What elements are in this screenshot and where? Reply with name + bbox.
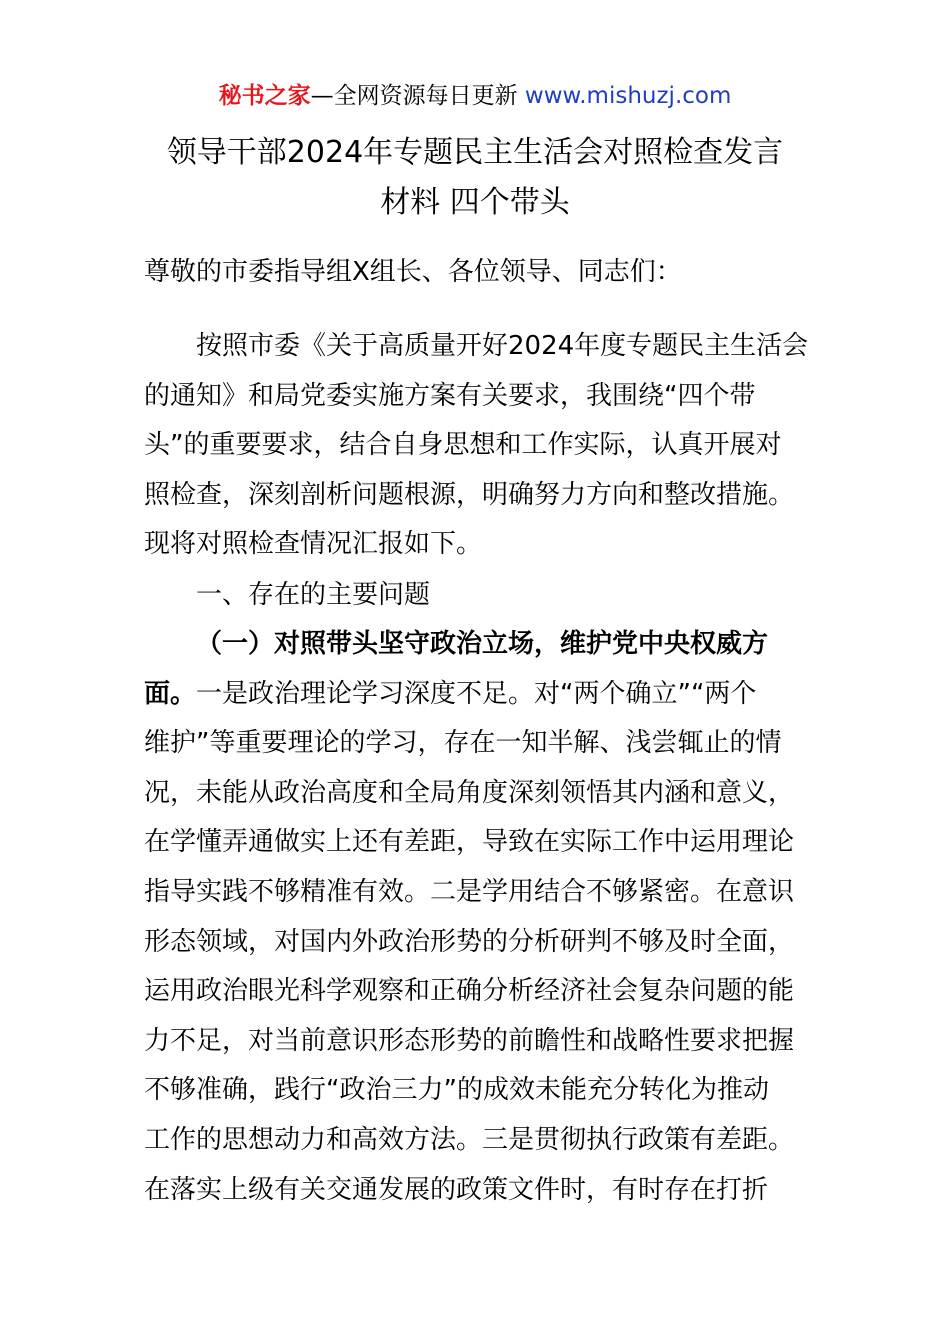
- salutation: 尊敬的市委指导组X组长、各位领导、同志们：: [144, 257, 682, 287]
- subsection-line: 力不足，对当前意识形态形势的前瞻性和战略性要求把握: [144, 1025, 795, 1056]
- subsection-line: 一是政治理论学习深度不足。对“两个确立”“两个: [196, 678, 757, 709]
- intro-line: 照检查，深刻剖析问题根源，明确努力方向和整改措施。: [144, 479, 795, 510]
- site-header: [0, 80, 950, 112]
- subsection-line: 指导实践不够精准有效。二是学用结合不够紧密。在意识: [144, 876, 795, 907]
- subsection-line: 运用政治眼光科学观察和正确分析经济社会复杂问题的能: [144, 976, 795, 1007]
- section-heading-text: 一、存在的主要问题: [196, 580, 431, 610]
- intro-line: 头”的重要要求，结合自身思想和工作实际，认真开展对: [144, 430, 782, 461]
- title-line-1: 领导干部2024年专题民主生活会对照检查发言: [166, 135, 784, 170]
- subsection-heading: （一）对照带头坚守政治立场，维护党中央权威方: [196, 629, 769, 659]
- section-heading: [144, 571, 810, 621]
- subsection-paragraph: [144, 620, 810, 1215]
- subsection-line: 维护”等重要理论的学习，存在一知半解、浅尝辄止的情: [144, 728, 782, 759]
- subsection-line: 形态领域，对国内外政治形势的分析研判不够及时全面，: [144, 926, 795, 957]
- intro-line: 的通知》和局党委实施方案有关要求，我围绕“四个带: [144, 380, 756, 411]
- subsection-line: 工作的思想动力和高效方法。三是贯彻执行政策有差距。: [144, 1124, 795, 1155]
- site-slogan: —全网资源每日更新: [310, 83, 525, 109]
- intro-line: 现将对照检查情况汇报如下。: [144, 529, 483, 560]
- subsection-heading-end: 面。: [144, 678, 197, 709]
- document-title: [110, 128, 840, 228]
- intro-line: 按照市委《关于高质量开好2024年度专题民主生活会: [196, 331, 809, 361]
- subsection-line: 在学懂弄通做实上还有差距，导致在实际工作中运用理论: [144, 827, 795, 858]
- subsection-line: 在落实上级有关交通发展的政策文件时，有时存在打折: [144, 1174, 769, 1205]
- intro-paragraph: [144, 322, 810, 570]
- site-url-link[interactable]: www.mishuzj.com: [524, 83, 732, 109]
- site-name: 秘书之家: [218, 83, 311, 109]
- subsection-line: 不够准确，践行“政治三力”的成效未能充分转化为推动: [144, 1075, 769, 1106]
- title-line-2: 材料 四个带头: [380, 185, 570, 220]
- subsection-line: 况，未能从政治高度和全局角度深刻领悟其内涵和意义，: [144, 777, 795, 808]
